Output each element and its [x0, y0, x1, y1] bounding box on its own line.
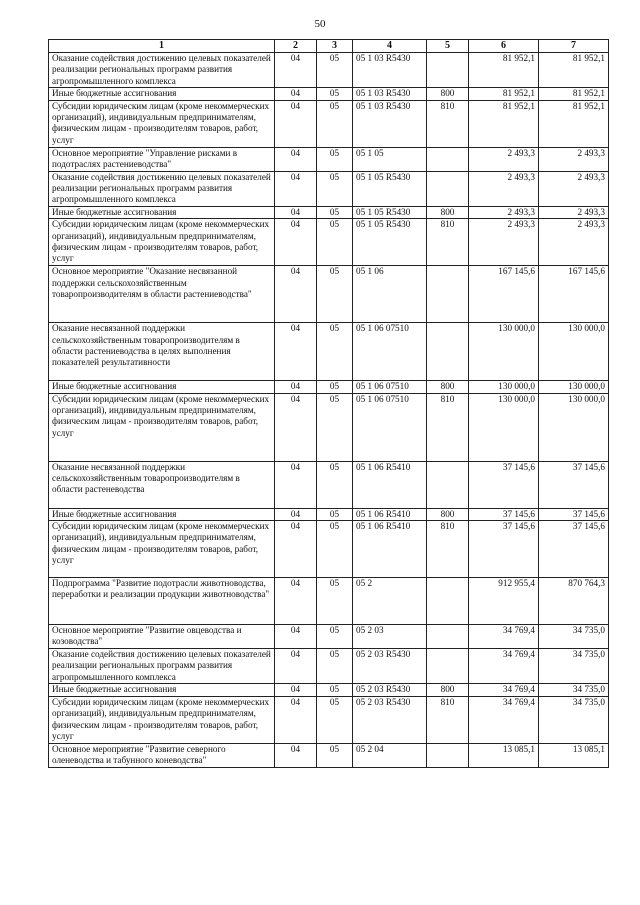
- cell-name: Оказание содействия достижению целевых показателей реализации региональных программ развития агропромышленного комплекса: [49, 53, 275, 88]
- table-row: [49, 393, 609, 461]
- cell-v1: 130 000,0: [469, 393, 539, 461]
- cell-v2: 34 735,0: [539, 696, 609, 743]
- cell-rz: 04: [275, 53, 317, 88]
- cell-v1: 34 769,4: [469, 684, 539, 696]
- cell-pr: 05: [317, 625, 353, 649]
- table-row: [49, 219, 609, 266]
- cell-name: Основное мероприятие "Оказание несвязанной поддержки сельскохозяйственным товаропроизводителям в области растениеводства": [49, 266, 275, 323]
- cell-csr: 05 1 05 R5430: [353, 219, 427, 266]
- cell-vr: 800: [427, 206, 469, 218]
- cell-csr: 05 1 06 07510: [353, 393, 427, 461]
- cell-rz: 04: [275, 461, 317, 508]
- cell-pr: 05: [317, 381, 353, 393]
- cell-csr: 05 1 06 07510: [353, 381, 427, 393]
- cell-rz: 04: [275, 393, 317, 461]
- cell-v1: 37 145,6: [469, 521, 539, 578]
- cell-name: Основное мероприятие "Развитие овцеводства и козоводства": [49, 625, 275, 649]
- table-row: [49, 266, 609, 323]
- table-row: [49, 88, 609, 100]
- cell-pr: 05: [317, 88, 353, 100]
- cell-v1: 2 493,3: [469, 219, 539, 266]
- table-row: [49, 381, 609, 393]
- cell-csr: 05 2 03 R5430: [353, 684, 427, 696]
- column-header: 1: [49, 40, 275, 53]
- cell-csr: 05 1 05 R5430: [353, 171, 427, 206]
- cell-v2: 2 493,3: [539, 219, 609, 266]
- cell-v2: 81 952,1: [539, 53, 609, 88]
- cell-v1: 2 493,3: [469, 171, 539, 206]
- table-row: [49, 171, 609, 206]
- cell-rz: 04: [275, 696, 317, 743]
- cell-name: Оказание содействия достижению целевых показателей реализации региональных программ развития агропромышленного комплекса: [49, 171, 275, 206]
- cell-v2: 34 735,0: [539, 684, 609, 696]
- cell-csr: 05 2 03 R5430: [353, 696, 427, 743]
- cell-vr: 800: [427, 508, 469, 520]
- cell-v1: 2 493,3: [469, 147, 539, 171]
- cell-vr: [427, 147, 469, 171]
- cell-name: Субсидии юридическим лицам (кроме некоммерческих организаций), индивидуальным предпринимателям, физическим лицам - производителям товаров, работ, услуг: [49, 696, 275, 743]
- cell-pr: 05: [317, 578, 353, 625]
- cell-pr: 05: [317, 171, 353, 206]
- cell-vr: [427, 266, 469, 323]
- cell-rz: 04: [275, 578, 317, 625]
- cell-name: Иные бюджетные ассигнования: [49, 684, 275, 696]
- table-body: [49, 53, 609, 768]
- cell-v2: 34 735,0: [539, 649, 609, 684]
- cell-pr: 05: [317, 147, 353, 171]
- cell-name: Иные бюджетные ассигнования: [49, 381, 275, 393]
- cell-v1: 81 952,1: [469, 88, 539, 100]
- cell-rz: 04: [275, 508, 317, 520]
- cell-vr: [427, 323, 469, 381]
- cell-name: Субсидии юридическим лицам (кроме некоммерческих организаций), индивидуальным предпринимателям, физическим лицам - производителям товаров, работ, услуг: [49, 219, 275, 266]
- cell-pr: 05: [317, 649, 353, 684]
- cell-rz: 04: [275, 323, 317, 381]
- cell-vr: [427, 649, 469, 684]
- table-row: [49, 206, 609, 218]
- cell-name: Оказание несвязанной поддержки сельскохозяйственным товаропроизводителям в области растениеводства в целях выполнения показателей результативности: [49, 323, 275, 381]
- column-header: 3: [317, 40, 353, 53]
- cell-name: Субсидии юридическим лицам (кроме некоммерческих организаций), индивидуальным предпринимателям, физическим лицам - производителям товаров, работ, услуг: [49, 100, 275, 147]
- cell-pr: 05: [317, 219, 353, 266]
- cell-rz: 04: [275, 649, 317, 684]
- table-row: [49, 625, 609, 649]
- cell-csr: 05 1 03 R5430: [353, 100, 427, 147]
- table-row: [49, 684, 609, 696]
- cell-rz: 04: [275, 206, 317, 218]
- cell-vr: [427, 53, 469, 88]
- column-header: 2: [275, 40, 317, 53]
- cell-name: Субсидии юридическим лицам (кроме некоммерческих организаций), индивидуальным предпринимателям, физическим лицам - производителям товаров, работ, услуг: [49, 521, 275, 578]
- cell-vr: 810: [427, 521, 469, 578]
- cell-rz: 04: [275, 88, 317, 100]
- cell-v2: 34 735,0: [539, 625, 609, 649]
- cell-vr: [427, 625, 469, 649]
- cell-v2: 130 000,0: [539, 323, 609, 381]
- cell-v2: 81 952,1: [539, 100, 609, 147]
- cell-rz: 04: [275, 100, 317, 147]
- table-row: [49, 53, 609, 88]
- cell-rz: 04: [275, 684, 317, 696]
- cell-v1: 34 769,4: [469, 625, 539, 649]
- column-header: 5: [427, 40, 469, 53]
- column-header: 7: [539, 40, 609, 53]
- table-row: [49, 100, 609, 147]
- cell-vr: 800: [427, 88, 469, 100]
- cell-csr: 05 1 03 R5430: [353, 88, 427, 100]
- cell-pr: 05: [317, 461, 353, 508]
- column-header: 6: [469, 40, 539, 53]
- cell-csr: 05 1 06 R5410: [353, 521, 427, 578]
- cell-csr: 05 2 04: [353, 743, 427, 767]
- cell-rz: 04: [275, 266, 317, 323]
- cell-csr: 05 2 03 R5430: [353, 649, 427, 684]
- cell-v2: 37 145,6: [539, 521, 609, 578]
- cell-pr: 05: [317, 393, 353, 461]
- cell-v1: 13 085,1: [469, 743, 539, 767]
- budget-table: [48, 39, 609, 768]
- table-row: [49, 696, 609, 743]
- cell-rz: 04: [275, 147, 317, 171]
- table-row: [49, 508, 609, 520]
- cell-v2: 37 145,6: [539, 508, 609, 520]
- cell-vr: 810: [427, 393, 469, 461]
- cell-csr: 05 1 06 R5410: [353, 461, 427, 508]
- cell-name: Иные бюджетные ассигнования: [49, 88, 275, 100]
- cell-csr: 05 1 05 R5430: [353, 206, 427, 218]
- cell-v2: 2 493,3: [539, 171, 609, 206]
- cell-pr: 05: [317, 100, 353, 147]
- cell-v1: 81 952,1: [469, 53, 539, 88]
- cell-name: Иные бюджетные ассигнования: [49, 508, 275, 520]
- cell-v2: 130 000,0: [539, 381, 609, 393]
- table-row: [49, 323, 609, 381]
- table-row: [49, 461, 609, 508]
- table-row: [49, 147, 609, 171]
- cell-v1: 130 000,0: [469, 381, 539, 393]
- cell-pr: 05: [317, 206, 353, 218]
- cell-pr: 05: [317, 266, 353, 323]
- page-number: 50: [314, 18, 326, 30]
- cell-csr: 05 2: [353, 578, 427, 625]
- table-row: [49, 521, 609, 578]
- cell-csr: 05 1 06: [353, 266, 427, 323]
- cell-name: Основное мероприятие "Развитие северного оленеводства и табунного коневодства": [49, 743, 275, 767]
- cell-v2: 870 764,3: [539, 578, 609, 625]
- cell-csr: 05 2 03: [353, 625, 427, 649]
- cell-vr: [427, 461, 469, 508]
- cell-vr: [427, 578, 469, 625]
- cell-name: Основное мероприятие "Управление рисками в подотраслях растениеводства": [49, 147, 275, 171]
- cell-v2: 2 493,3: [539, 147, 609, 171]
- table-row: [49, 649, 609, 684]
- cell-name: Оказание содействия достижению целевых показателей реализации региональных программ развития агропромышленного комплекса: [49, 649, 275, 684]
- cell-rz: 04: [275, 521, 317, 578]
- cell-v1: 130 000,0: [469, 323, 539, 381]
- cell-rz: 04: [275, 171, 317, 206]
- cell-v1: 81 952,1: [469, 100, 539, 147]
- cell-rz: 04: [275, 743, 317, 767]
- cell-v1: 912 955,4: [469, 578, 539, 625]
- cell-name: Субсидии юридическим лицам (кроме некоммерческих организаций), индивидуальным предпринимателям, физическим лицам - производителям товаров, работ, услуг: [49, 393, 275, 461]
- cell-vr: [427, 743, 469, 767]
- cell-rz: 04: [275, 625, 317, 649]
- cell-v1: 167 145,6: [469, 266, 539, 323]
- table-row: [49, 578, 609, 625]
- cell-name: Подпрограмма "Развитие подотрасли животноводства, переработки и реализации продукции животноводства": [49, 578, 275, 625]
- cell-v2: 130 000,0: [539, 393, 609, 461]
- cell-v1: 2 493,3: [469, 206, 539, 218]
- cell-pr: 05: [317, 508, 353, 520]
- table-header-row: [49, 40, 609, 53]
- cell-v1: 37 145,6: [469, 508, 539, 520]
- cell-pr: 05: [317, 323, 353, 381]
- cell-pr: 05: [317, 521, 353, 578]
- cell-rz: 04: [275, 381, 317, 393]
- cell-pr: 05: [317, 743, 353, 767]
- cell-rz: 04: [275, 219, 317, 266]
- cell-vr: 800: [427, 684, 469, 696]
- cell-name: Иные бюджетные ассигнования: [49, 206, 275, 218]
- cell-csr: 05 1 05: [353, 147, 427, 171]
- cell-csr: 05 1 06 R5410: [353, 508, 427, 520]
- cell-csr: 05 1 03 R5430: [353, 53, 427, 88]
- cell-v1: 37 145,6: [469, 461, 539, 508]
- cell-vr: 800: [427, 381, 469, 393]
- cell-vr: 810: [427, 219, 469, 266]
- table-row: [49, 743, 609, 767]
- cell-v1: 34 769,4: [469, 696, 539, 743]
- cell-v2: 167 145,6: [539, 266, 609, 323]
- cell-vr: 810: [427, 100, 469, 147]
- cell-pr: 05: [317, 684, 353, 696]
- cell-name: Оказание несвязанной поддержки сельскохозяйственным товаропроизводителям в области растеневодства: [49, 461, 275, 508]
- cell-csr: 05 1 06 07510: [353, 323, 427, 381]
- cell-vr: [427, 171, 469, 206]
- cell-v2: 2 493,3: [539, 206, 609, 218]
- cell-vr: 810: [427, 696, 469, 743]
- cell-v1: 34 769,4: [469, 649, 539, 684]
- cell-v2: 13 085,1: [539, 743, 609, 767]
- cell-pr: 05: [317, 696, 353, 743]
- cell-v2: 81 952,1: [539, 88, 609, 100]
- column-header: 4: [353, 40, 427, 53]
- cell-pr: 05: [317, 53, 353, 88]
- cell-v2: 37 145,6: [539, 461, 609, 508]
